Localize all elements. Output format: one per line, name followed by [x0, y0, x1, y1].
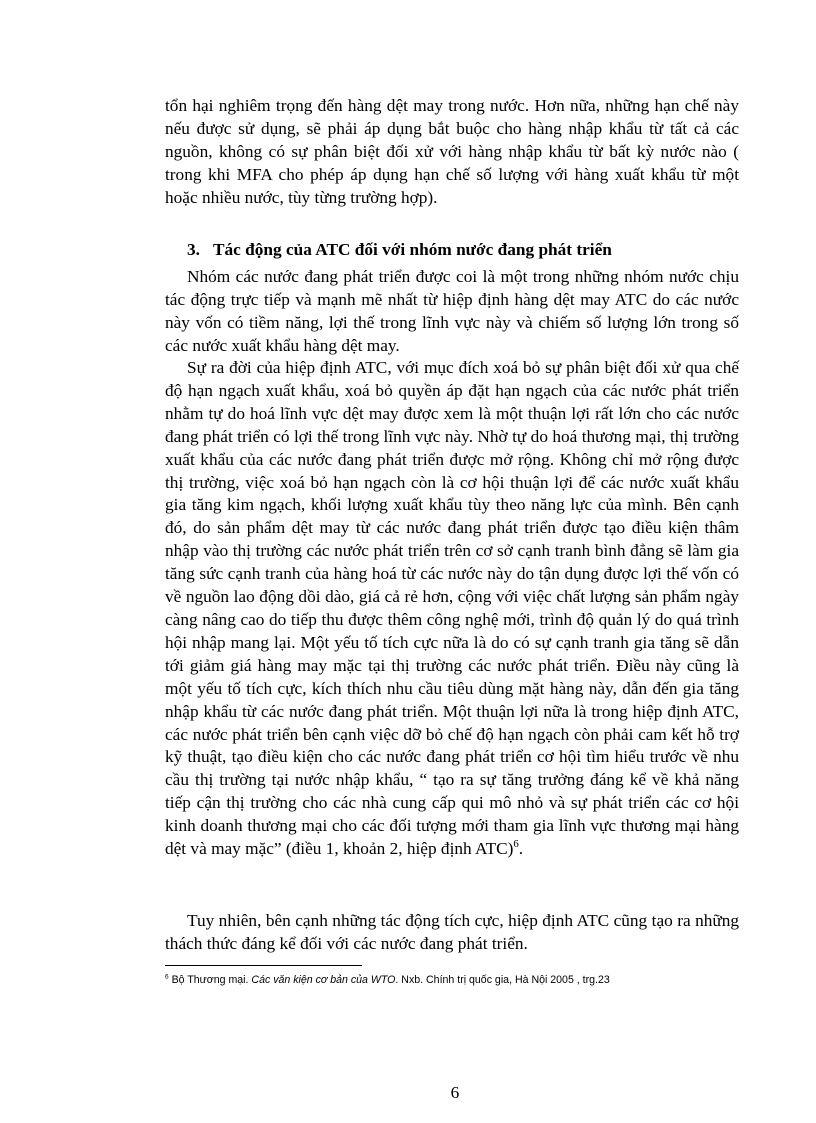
footnote-marker: 6	[165, 973, 169, 981]
body-paragraph-2-text: Sự ra đời của hiệp định ATC, với mục đích xoá bỏ sự phân biệt đối xử qua chế độ hạn ngạch xuất khẩu, xoá bỏ quyền áp đặt hạn ngạch của các nước phát triển nhằm tự do hoá lĩnh vực dệt may được xem là một thuận lợi rất lớn cho các nước đang phát triển có lợi thế trong lĩnh vực này. Nhờ tự do hoá thương mại, thị trường xuất khẩu của các nước đang phát triển được mở rộng. Không chỉ mở rộng được thị trường, việc xoá bỏ hạn ngạch còn là cơ hội thuận lợi để các nước xuất khẩu gia tăng kim ngạch, khối lượng xuất khẩu tùy theo năng lực của mình. Bên cạnh đó, do sản phẩm dệt may từ các nước đang phát triển được tạo điều kiện thâm nhập vào thị trường các nước phát triển trên cơ sở cạnh tranh bình đẳng sẽ làm gia tăng sức cạnh tranh của hàng hoá từ các nước này do tận dụng được lợi thế vốn có về nguồn lao động dồi dào, giá cả rẻ hơn, cộng với việc chất lượng sản phẩm ngày càng nâng cao do tiếp thu được thêm công nghệ mới, trình độ quản lý do quá trình hội nhập mang lại. Một yếu tố tích cực nữa là do có sự cạnh tranh gia tăng sẽ dẫn tới giảm giá hàng may mặc tại thị trường các nước phát triển. Điều này cũng là một yếu tố tích cực, kích thích nhu cầu tiêu dùng mặt hàng này, dẫn đến gia tăng nhập khẩu từ các nước đang phát triển. Một thuận lợi nữa là trong hiệp định ATC, các nước phát triển bên cạnh việc dỡ bỏ chế độ hạn ngạch còn phải cam kết hỗ trợ kỹ thuật, tạo điều kiện cho các nước đang phát triển cơ hội tìm hiểu trước về nhu cầu thị trường tại nước nhập khẩu, “ tạo ra sự tăng trưởng đáng kể về khả năng tiếp cận thị trường cho các nhà cung cấp qui mô nhỏ và sự phát triển các cơ hội kinh doanh thương mại cho các đối tượng mới tham gia lĩnh vực thương mại hàng dệt và may mặc” (điều 1, khoản 2, hiệp định ATC)	[165, 358, 739, 859]
section-heading	[187, 239, 612, 261]
body-paragraph-2	[165, 357, 739, 861]
body-paragraph-1: Nhóm các nước đang phát triển được coi là một trong những nhóm nước chịu tác động trực tiếp và mạnh mẽ nhất từ hiệp định hàng dệt may ATC do các nước này vốn có tiềm năng, lợi thế trong lĩnh vực này và chiếm số lượng lớn trong số các nước xuất khẩu hàng dệt may.	[165, 267, 739, 355]
footnote-author: Bộ Thương mại.	[171, 974, 249, 986]
body-paragraph-2-end: .	[518, 839, 524, 859]
section-title: Tác động của ATC đối với nhóm nước đang phát triển	[213, 240, 612, 259]
footnote-details: . Nxb. Chính trị quốc gia, Hà Nội 2005 , trg.23	[395, 974, 610, 986]
footnote-reference[interactable]: 6	[513, 838, 519, 851]
body-paragraph-3: Tuy nhiên, bên cạnh những tác động tích cực, hiệp định ATC cũng tạo ra những thách thức đáng kể đối với các nước đang phát triển.	[165, 911, 739, 953]
intro-paragraph: tổn hại nghiêm trọng đến hàng dệt may trong nước. Hơn nữa, những hạn chế này nếu được sử dụng, sẽ phải áp dụng bắt buộc cho hàng nhập khẩu từ tất cả các nguồn, không có sự phân biệt đối xử với hàng nhập khẩu từ bất kỳ nước nào ( trong khi MFA cho phép áp dụng hạn chế số lượng với hàng xuất khẩu từ một hoặc nhiều nước, tùy từng trường hợp).	[165, 96, 739, 207]
page-number: 6	[450, 1083, 460, 1102]
footnote-source-title: Các văn kiện cơ bản của WTO	[251, 974, 396, 986]
footnote-separator	[165, 965, 362, 966]
section-number: 3.	[187, 240, 200, 259]
footnote	[165, 973, 739, 987]
